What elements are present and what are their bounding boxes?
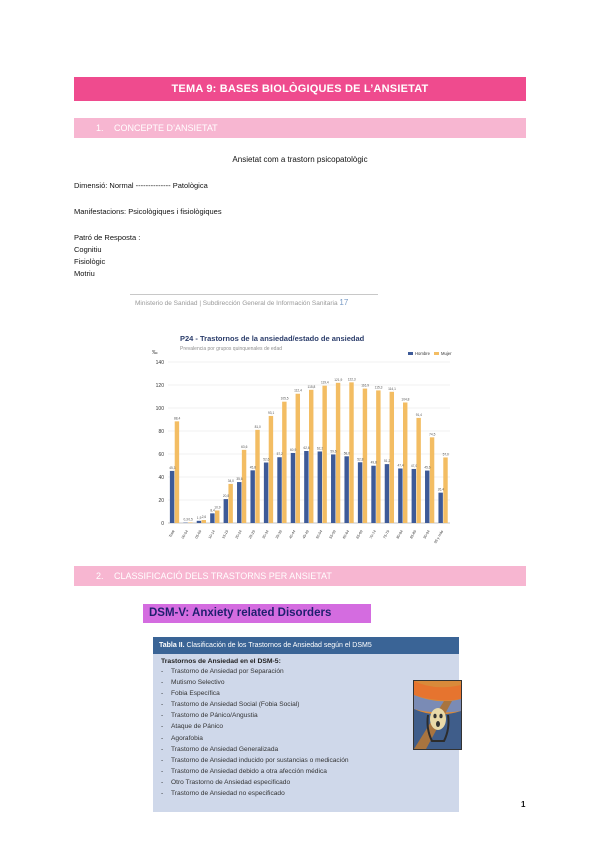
x-tick-label: 30-34 (261, 529, 270, 540)
dsm-item-text: Agorafobia (171, 734, 203, 742)
pattern-item: Motriu (74, 269, 95, 278)
bar-hombre (291, 453, 295, 523)
data-label: 0,5 (188, 517, 193, 522)
document-title: TEMA 9: BASES BIOLÒGIQUES DE L’ANSIETAT (74, 77, 526, 101)
table-subtitle: Trastornos de Ansiedad en el DSM-5: (161, 658, 281, 665)
data-label: 0,3 (183, 517, 188, 522)
data-label: 122,3 (347, 377, 356, 382)
bullet-dash: - (161, 745, 164, 753)
scream-painting-image (413, 680, 462, 750)
source-note (135, 298, 348, 307)
bullet-dash: - (161, 679, 164, 687)
data-label: 88,4 (174, 416, 181, 421)
legend-swatch (408, 352, 413, 355)
bar-mujer (322, 386, 326, 523)
concept-heading: Ansietat com a trastorn psicopatològic (232, 155, 368, 164)
dsm-item-text: Trastorno de Ansiedad Social (Fobia Social) (171, 701, 300, 709)
dsm-item-text: Trastorno de Pánico/Angustia (171, 712, 258, 720)
bullet-dash: - (161, 756, 164, 764)
data-label: 63,6 (241, 444, 248, 449)
bar-hombre (304, 451, 308, 523)
data-label: 10,9 (214, 505, 221, 510)
data-label: 26,4 (437, 487, 444, 492)
bar-hombre (331, 454, 335, 523)
dsm-item-text: Ataque de Pánico (171, 723, 224, 731)
bar-mujer (202, 520, 206, 523)
source-text: Ministerio de Sanidad | Subdirección General de Información Sanitaria (135, 300, 338, 307)
x-tick-label: 85-89 (409, 529, 418, 540)
dsm-item-text: Trastorno de Ansiedad inducido por sustancias o medicación (171, 756, 349, 764)
data-label: 62,2 (316, 446, 324, 451)
bar-hombre (224, 499, 228, 523)
pattern-item: Cognitiu (74, 245, 102, 254)
data-label: 116,9 (361, 383, 370, 388)
data-label: 49,8 (370, 460, 377, 465)
bar-mujer (255, 430, 259, 523)
data-label: 45,3 (169, 465, 176, 470)
dsm-list-item (161, 710, 451, 721)
y-tick-label: 40 (158, 475, 164, 481)
data-label: 47,0 (410, 463, 418, 468)
x-tick-label: 80-84 (395, 529, 404, 540)
x-tick-label: 20-24 (234, 529, 243, 540)
bullet-dash: - (161, 668, 164, 675)
data-label: 115,3 (374, 385, 383, 390)
data-label: 52,8 (357, 457, 364, 462)
bar-mujer (175, 421, 179, 523)
y-tick-label: 140 (155, 360, 164, 366)
x-tick-label: 55-59 (328, 529, 337, 540)
dsm-item-text: Trastorno de Ansiedad no especificado (171, 790, 285, 798)
data-label: 2,6 (201, 515, 207, 520)
data-label: 91,4 (415, 412, 422, 417)
source-divider (130, 294, 378, 295)
bar-hombre (412, 469, 416, 523)
bar-mujer (390, 392, 394, 523)
pattern-item: Fisiològic (74, 257, 106, 266)
bar-hombre (425, 471, 429, 523)
bar-mujer (269, 416, 273, 523)
data-label: 57,0 (442, 452, 449, 457)
table-caption (153, 637, 459, 654)
bar-hombre (197, 521, 201, 523)
data-label: 121,9 (334, 377, 343, 382)
section-header-concept (74, 118, 526, 138)
bar-mujer (242, 450, 246, 523)
data-label: 104,8 (401, 397, 410, 402)
bar-hombre (170, 471, 174, 523)
y-tick-label: 120 (155, 383, 164, 389)
x-tick-label: 75-79 (382, 529, 391, 540)
bar-mujer (416, 418, 420, 523)
y-tick-label: 80 (158, 429, 164, 435)
dsm-list-item (161, 744, 451, 755)
data-label: 1,9 (196, 515, 202, 520)
section-title: CONCEPTE D’ANSIETAT (114, 123, 218, 133)
bar-hombre (385, 464, 389, 523)
data-label: 59,6 (330, 449, 337, 454)
x-tick-label: 35-39 (274, 529, 284, 540)
dsm-item-text: Trastorno de Ansiedad por Separación (171, 668, 284, 675)
data-label: 47,4 (397, 463, 404, 468)
data-label: 20,8 (222, 494, 230, 499)
bar-mujer (188, 522, 192, 523)
bar-mujer (215, 510, 219, 523)
dsm-list-item (161, 677, 451, 688)
dsm-list-item (161, 777, 451, 788)
legend-label: Mujer (441, 351, 452, 356)
bar-mujer (376, 390, 380, 523)
x-tick-label: 25-29 (248, 529, 257, 540)
bar-hombre (344, 456, 348, 523)
bar-hombre (277, 457, 281, 523)
x-tick-label: 50-54 (315, 529, 324, 540)
bar-mujer (430, 437, 434, 523)
x-tick-label: 90-94 (422, 529, 431, 540)
bar-hombre (210, 513, 214, 523)
bar-hombre (237, 482, 241, 523)
x-tick-label: 10-14 (207, 529, 216, 540)
bullet-dash: - (161, 778, 164, 786)
data-label: 34,0 (227, 478, 234, 483)
x-tick-label: 70-74 (368, 529, 378, 540)
y-tick-label: 0 (161, 521, 164, 527)
data-label: 52,6 (263, 457, 270, 462)
section-number: 1. (96, 123, 104, 133)
data-label: 74,5 (429, 432, 436, 437)
data-label: 114,1 (388, 386, 396, 391)
data-label: 62,6 (303, 446, 310, 451)
bullet-dash: - (161, 723, 164, 731)
bar-mujer (363, 389, 367, 523)
x-tick-label: 45-49 (301, 529, 310, 540)
data-label: 58,0 (343, 451, 350, 456)
dsm-item-text: Otro Trastorno de Ansiedad especificado (171, 778, 291, 786)
bar-mujer (282, 402, 286, 523)
dsm-list-item (161, 688, 451, 699)
bar-hombre (264, 463, 268, 523)
chart-legend (408, 351, 452, 356)
data-label: 51,2 (384, 459, 391, 464)
pattern-title: Patró de Resposta : (74, 233, 141, 242)
data-label: 35,6 (236, 477, 243, 482)
bullet-dash: - (161, 767, 164, 775)
dsm-item-text: Fobia Específica (171, 690, 220, 698)
data-label: 57,2 (276, 452, 283, 457)
dsm-item-text: Trastorno de Ansiedad debido a otra afección médica (171, 767, 327, 775)
x-tick-label: 95 y más (433, 529, 445, 545)
bullet-dash: - (161, 712, 164, 720)
bar-hombre (398, 468, 402, 523)
bullet-dash: - (161, 734, 164, 742)
dsm-title-banner: DSM-V: Anxiety related Disorders (143, 604, 371, 623)
bar-mujer (228, 484, 232, 523)
chart-subtitle: Prevalencia por grupos quinquenales de edad (180, 346, 283, 352)
page-number: 1 (521, 800, 526, 809)
table-caption-text: Clasificación de los Trastornos de Ansiedad según el DSM5 (186, 642, 372, 649)
bar-mujer (309, 390, 313, 523)
bar-hombre (438, 493, 442, 523)
bar-mujer (296, 394, 300, 523)
section-number: 2. (96, 571, 104, 581)
dimension-line: Dimensió: Normal -------------- Patològica (74, 181, 208, 190)
chart-title: P24 - Trastornos de la ansiedad/estado de ansiedad (180, 334, 365, 343)
dsm-item-text: Mutismo Selectivo (171, 679, 225, 687)
dsm-list-item (161, 733, 451, 744)
dsm-item-text: Trastorno de Ansiedad Generalizada (171, 745, 279, 753)
data-label: 81,0 (254, 424, 261, 429)
bullet-dash: - (161, 701, 164, 709)
data-label: 119,4 (320, 380, 329, 385)
y-tick-label: 60 (158, 452, 164, 458)
dsm-list-item (161, 755, 451, 766)
section-header-classification (74, 566, 526, 586)
data-label: 93,1 (268, 410, 275, 415)
x-tick-label: 60-64 (342, 529, 351, 540)
x-tick-label: 00-04 (180, 529, 190, 540)
data-label: 60,9 (290, 447, 297, 452)
y-tick-label: 20 (158, 498, 164, 504)
x-tick-label: Total (168, 529, 176, 539)
dsm-list-item (161, 666, 451, 677)
dsm-list-item (161, 788, 451, 799)
x-tick-label: 65-69 (355, 529, 364, 540)
data-label: 112,4 (294, 388, 302, 393)
bullet-dash: - (161, 790, 164, 798)
data-label: 115,8 (307, 384, 316, 389)
bullet-dash: - (161, 690, 164, 698)
data-label: 45,6 (424, 465, 431, 470)
anxiety-prevalence-chart (140, 330, 460, 548)
bar-hombre (318, 451, 322, 523)
bar-hombre (371, 466, 375, 523)
x-tick-label: 15-19 (221, 529, 230, 540)
legend-label: Hombre (415, 351, 430, 356)
bar-hombre (358, 462, 362, 523)
section-title: CLASSIFICACIÓ DELS TRASTORNS PER ANSIETAT (114, 571, 332, 581)
x-tick-label: 05-09 (194, 529, 203, 540)
data-label: 105,5 (280, 396, 289, 401)
y-axis-label: ‰ (152, 350, 158, 356)
data-label: 45,8 (249, 465, 256, 470)
y-tick-label: 100 (155, 406, 164, 412)
dsm-list-item (161, 721, 451, 732)
legend-swatch (434, 352, 439, 355)
manifestations-line: Manifestacions: Psicològiques i fisiològiques (74, 207, 222, 216)
dsm-list-item (161, 699, 451, 710)
bar-hombre (250, 470, 254, 523)
x-tick-label: 40-44 (288, 529, 297, 540)
dsm-list-item (161, 766, 451, 777)
table-label: Tabla II. (159, 642, 185, 649)
data-label: 8,4 (210, 508, 215, 513)
source-page: 17 (339, 298, 349, 307)
